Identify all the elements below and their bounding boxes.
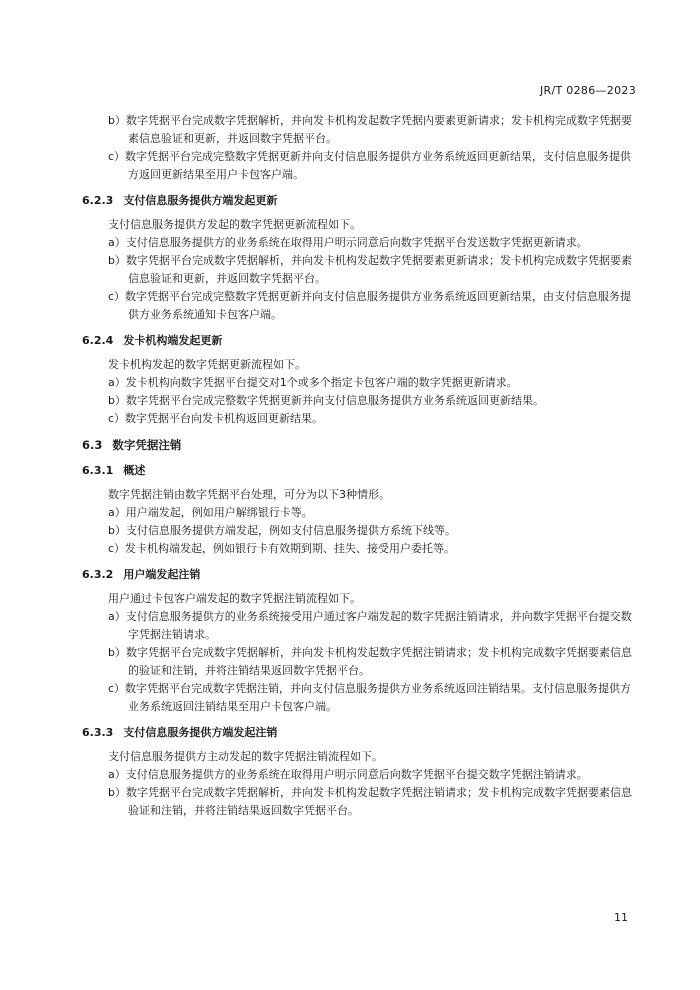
list-item: a）发卡机构向数字凭据平台提交对1个或多个指定卡包客户端的数字凭据更新请求。: [108, 376, 518, 389]
section-number: 6.3.3: [82, 726, 114, 739]
list-item: c）发卡机构端发起，例如银行卡有效期到期、挂失、接受用户委托等。: [108, 542, 456, 555]
list-item: b）数字凭据平台完成数字凭据解析，并向发卡机构发起数字凭据注销请求；发卡机构完成数字凭据要素信息的验证和注销，并将注销结果返回数字凭据平台。: [108, 646, 632, 677]
list-item: a）支付信息服务提供方的业务系统接受用户通过客户端发起的数字凭据注销请求，并向数字凭据平台提交数字凭据注销请求。: [108, 610, 632, 641]
list-item: c）数字凭据平台完成数字凭据注销，并向支付信息服务提供方业务系统返回注销结果。支付信息服务提供方业务系统返回注销结果至用户卡包客户端。: [108, 682, 632, 713]
section-intro: 支付信息服务提供方主动发起的数字凭据注销流程如下。: [108, 750, 383, 763]
section-number: 6.2.3: [82, 194, 114, 207]
list-item: b）数字凭据平台完成完整数字凭据更新并向支付信息服务提供方业务系统返回更新结果。: [108, 394, 544, 407]
list-item: c）数字凭据平台完成完整数字凭据更新并向支付信息服务提供方业务系统返回更新结果，由支付信息服务提供方业务系统通知卡包客户端。: [108, 290, 632, 321]
list-item: b）数字凭据平台完成数字凭据解析，并向发卡机构发起数字凭据内要素更新请求；发卡机构完成数字凭据要素信息验证和更新，并返回数字凭据平台。: [108, 114, 632, 145]
section-heading-6-3: [82, 436, 637, 454]
section-number: 6.3: [82, 438, 103, 452]
list-item: a）支付信息服务提供方的业务系统在取得用户明示同意后向数字凭据平台发送数字凭据更新请求。: [108, 236, 588, 249]
section-intro: 数字凭据注销由数字凭据平台处理，可分为以下3种情形。: [108, 488, 390, 501]
section-heading-6-3-2: [82, 566, 637, 584]
page-body: [82, 112, 637, 820]
section-title: 支付信息服务提供方端发起注销: [123, 726, 278, 739]
list-item: b）数字凭据平台完成数字凭据解析，并向发卡机构发起数字凭据要素更新请求；发卡机构完成数字凭据要素信息验证和更新，并返回数字凭据平台。: [108, 254, 632, 285]
list-item: c）数字凭据平台完成完整数字凭据更新并向支付信息服务提供方业务系统返回更新结果，支付信息服务提供方返回更新结果至用户卡包客户端。: [108, 150, 632, 181]
section-number: 6.3.2: [82, 568, 114, 581]
section-title: 支付信息服务提供方端发起更新: [123, 194, 278, 207]
section-title: 用户端发起注销: [123, 568, 201, 581]
section-number: 6.3.1: [82, 464, 114, 477]
page-number: 11: [614, 911, 628, 924]
list-item: b）支付信息服务提供方端发起，例如支付信息服务提供方系统下线等。: [108, 524, 456, 537]
document-id: JR/T 0286—2023: [540, 84, 636, 97]
section-title: 概述: [123, 464, 146, 477]
section-title: 数字凭据注销: [112, 438, 182, 452]
list-item: a）用户端发起，例如用户解绑银行卡等。: [108, 506, 313, 519]
section-title: 发卡机构端发起更新: [123, 334, 223, 347]
section-number: 6.2.4: [82, 334, 114, 347]
section-heading-6-2-4: [82, 332, 637, 350]
list-item: a）支付信息服务提供方的业务系统在取得用户明示同意后向数字凭据平台提交数字凭据注销请求。: [108, 768, 588, 781]
section-intro: 用户通过卡包客户端发起的数字凭据注销流程如下。: [108, 592, 361, 605]
section-intro: 支付信息服务提供方发起的数字凭据更新流程如下。: [108, 218, 361, 231]
section-heading-6-3-1: [82, 462, 637, 480]
section-intro: 发卡机构发起的数字凭据更新流程如下。: [108, 358, 306, 371]
section-heading-6-3-3: [82, 724, 637, 742]
section-heading-6-2-3: [82, 192, 637, 210]
list-item: c）数字凭据平台向发卡机构返回更新结果。: [108, 412, 324, 425]
list-item: b）数字凭据平台完成数字凭据解析，并向发卡机构发起数字凭据注销请求；发卡机构完成数字凭据要素信息验证和注销，并将注销结果返回数字凭据平台。: [108, 786, 632, 817]
